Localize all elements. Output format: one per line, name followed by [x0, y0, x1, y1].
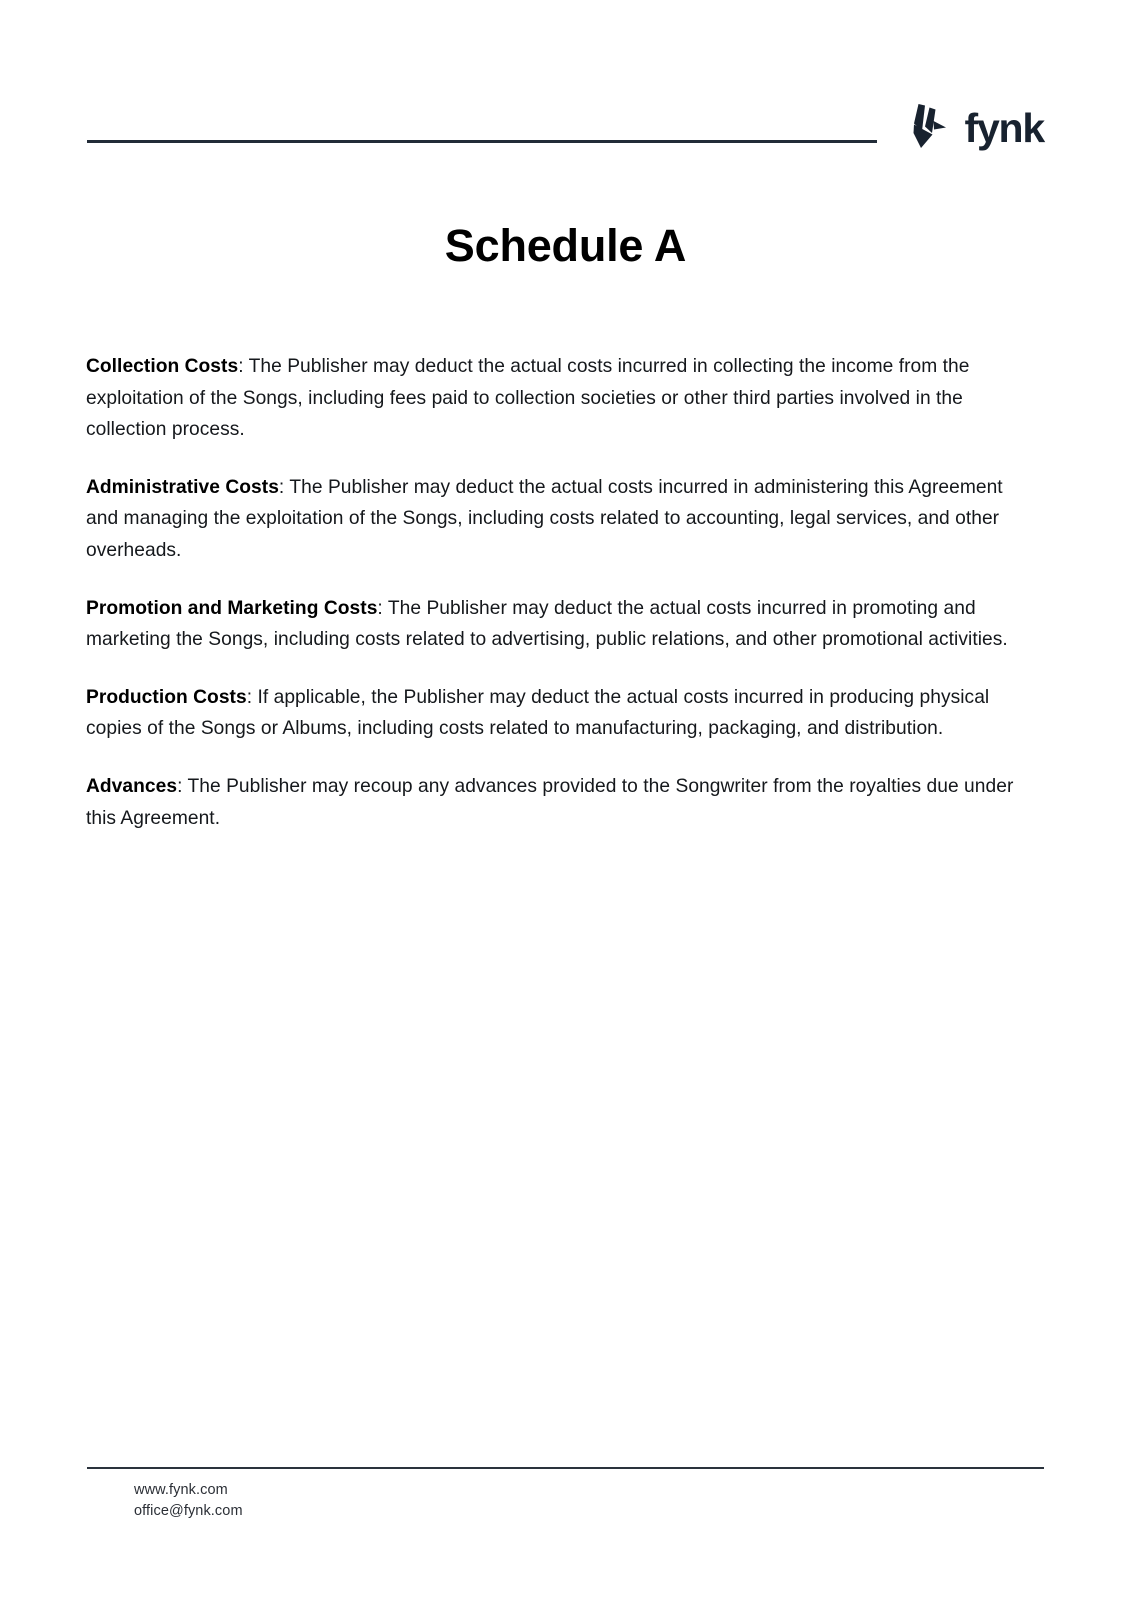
clause-label: Promotion and Marketing Costs: [86, 597, 378, 619]
fynk-wordmark: fynk: [964, 104, 1044, 151]
clause-paragraph: [86, 593, 1018, 656]
clause-separator: :: [246, 686, 253, 708]
document-body: [86, 351, 1018, 834]
clause-text: The Publisher may recoup any advances provided to the Songwriter from the royalties due under this Agreement.: [86, 775, 1014, 829]
fynk-origami-bird-logo: [901, 103, 953, 149]
clause-separator: :: [177, 775, 183, 797]
clause-text: The Publisher may deduct the actual costs incurred in administering this Agreement and managing the exploitation of the Songs, including costs related to accounting, legal services, and other overheads.: [86, 476, 1003, 561]
clause-separator: :: [238, 356, 244, 377]
clause-paragraph: [86, 682, 1018, 745]
clause-text: The Publisher may deduct the actual costs incurred in collecting the income from the exploitation of the Songs, including fees paid to collection societies or other third parties involved in the collection process.: [86, 356, 970, 441]
clause-label: Collection Costs: [86, 356, 239, 377]
page-title: Schedule A: [444, 220, 687, 271]
clause-paragraph: [86, 472, 1018, 567]
clause-label: Production Costs: [86, 686, 247, 708]
clause-text: The Publisher may deduct the actual costs incurred in promoting and marketing the Songs, including costs related to advertising, public relations, and other promotional activities.: [86, 597, 1008, 651]
clause-separator: :: [278, 476, 285, 498]
fynk-logo: [901, 96, 1044, 156]
page-header: [87, 96, 1044, 156]
footer-contact: [87, 1469, 1044, 1522]
clause-paragraph: [86, 351, 1018, 446]
clause-separator: :: [377, 597, 383, 619]
footer-website[interactable]: www.fynk.com: [134, 1482, 228, 1498]
clause-text: If applicable, the Publisher may deduct the actual costs incurred in producing physical copies of the Songs or Albums, including costs related to manufacturing, packaging, and distribution.: [86, 686, 990, 740]
clause-label: Administrative Costs: [86, 476, 279, 498]
clause-label: Advances: [86, 775, 178, 797]
page-footer: [87, 1467, 1044, 1522]
clause-paragraph: [86, 771, 1018, 834]
header-divider: [87, 140, 877, 143]
footer-email[interactable]: office@fynk.com: [134, 1503, 243, 1519]
